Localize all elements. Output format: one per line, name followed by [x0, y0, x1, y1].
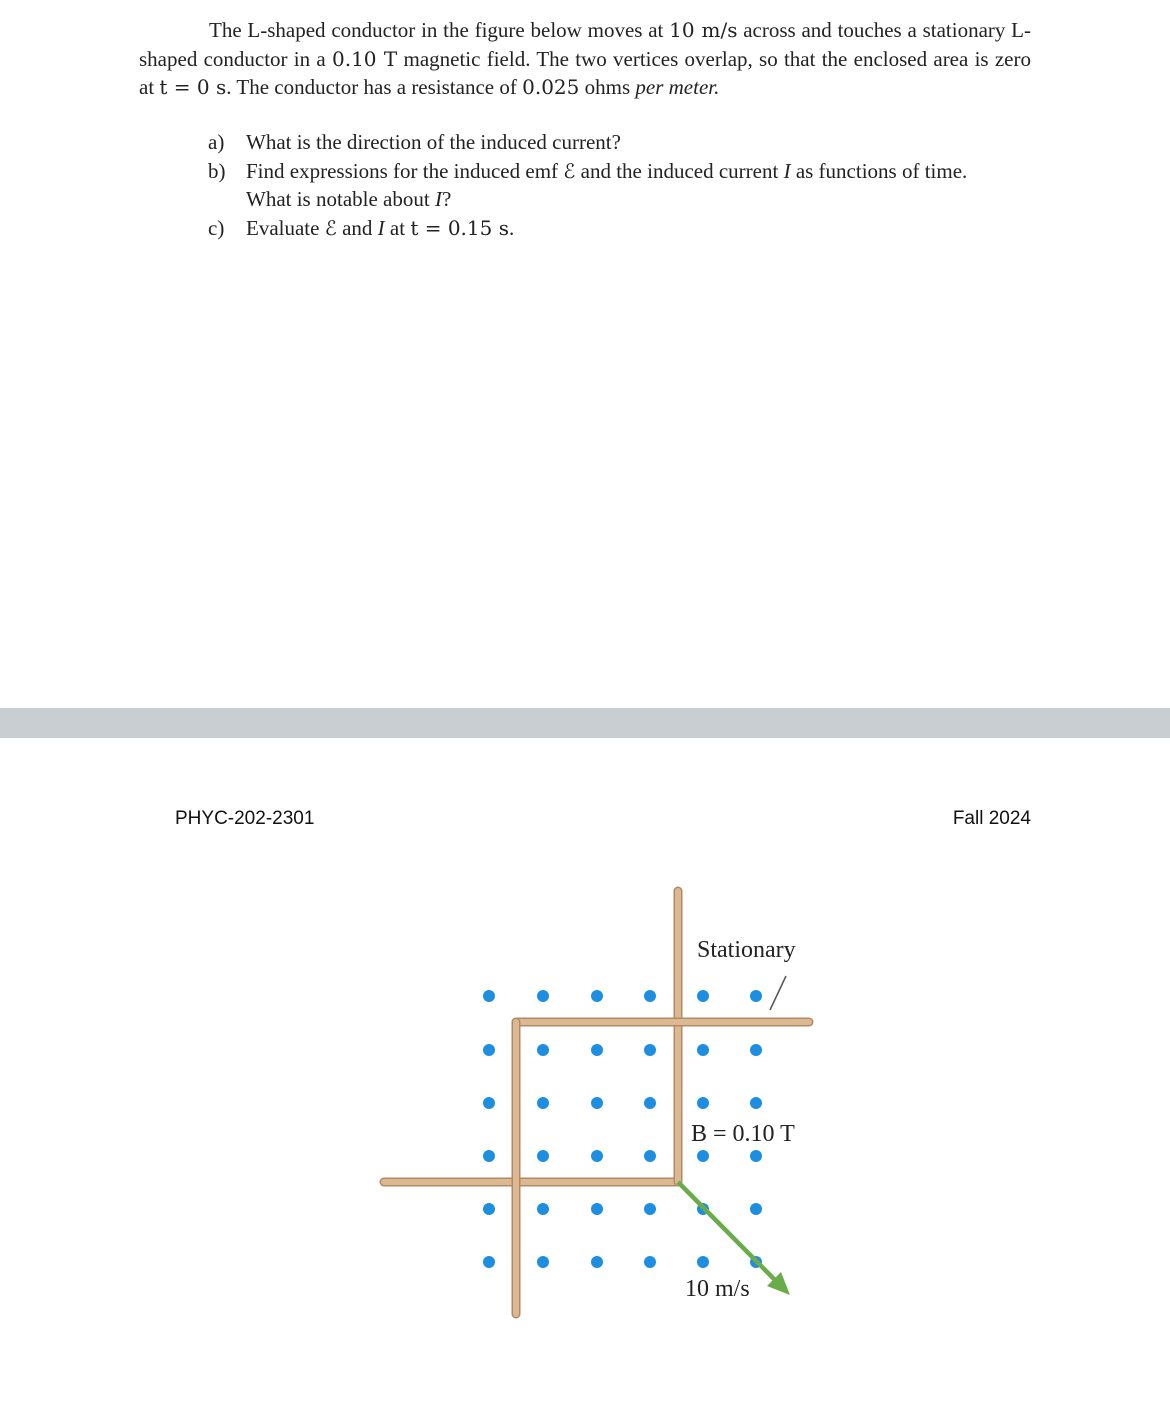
field-dot	[483, 990, 495, 1002]
field-dot	[483, 1203, 495, 1215]
field-dot	[750, 990, 762, 1002]
resistance-value: 0.025	[522, 75, 580, 99]
field-dot	[483, 1097, 495, 1109]
question-list	[208, 128, 1008, 242]
field-dot	[644, 1203, 656, 1215]
field-dot	[483, 1150, 495, 1162]
field-dot	[537, 1044, 549, 1056]
field-dot	[644, 1150, 656, 1162]
label-stationary: Stationary	[697, 937, 796, 963]
field-dot	[750, 1097, 762, 1109]
field-dot	[537, 1150, 549, 1162]
moving-conductor	[384, 891, 678, 1182]
document-page-top	[0, 0, 1170, 708]
field-dot	[591, 990, 603, 1002]
field-dot	[750, 1203, 762, 1215]
question-b: b) Find expressions for the induced emf ℰ and the induced current I as functions of time. What is notable about I?	[208, 158, 968, 211]
term-label: Fall 2024	[952, 808, 1031, 829]
field-dot	[537, 1097, 549, 1109]
field-dot	[644, 990, 656, 1002]
field-dot	[644, 1256, 656, 1268]
field-value: 0.10 T	[331, 46, 398, 71]
field-dot	[644, 1097, 656, 1109]
field-dot	[697, 1256, 709, 1268]
field-dot	[591, 1203, 603, 1215]
question-a: a) What is the direction of the induced current?	[208, 130, 621, 154]
field-dot	[697, 990, 709, 1002]
field-dot	[537, 1256, 549, 1268]
page-separator	[0, 708, 1170, 738]
initial-time: t = 0 s	[159, 75, 227, 99]
field-dot	[697, 1044, 709, 1056]
field-dot	[697, 1097, 709, 1109]
field-dot	[483, 1256, 495, 1268]
field-dot	[591, 1150, 603, 1162]
speed-value: 10 m/s	[669, 18, 738, 42]
field-dot	[537, 1203, 549, 1215]
problem-statement: The L-shaped conductor in the figure below moves at 10 m/s across and touches a stationary L-shaped conductor in a 0.10 T magnetic field. The two vertices overlap, so that the enclosed area is zero at t = 0 s. The conductor has a resistance of 0.025 ohms per meter.	[139, 18, 1031, 99]
field-dot	[750, 1044, 762, 1056]
label-velocity: 10 m/s	[685, 1276, 750, 1302]
field-dot	[591, 1097, 603, 1109]
stationary-pointer-line	[770, 976, 786, 1010]
question-c: c) Evaluate ℰ and I at t = 0.15 s.	[208, 215, 515, 240]
course-code: PHYC-202-2301	[175, 808, 315, 829]
field-dot	[591, 1044, 603, 1056]
field-dot	[483, 1044, 495, 1056]
field-dot	[591, 1256, 603, 1268]
field-dot	[750, 1150, 762, 1162]
label-field: B = 0.10 T	[691, 1121, 795, 1147]
field-dot	[697, 1150, 709, 1162]
field-dot	[537, 990, 549, 1002]
conductor-figure	[0, 738, 1170, 1421]
field-dot	[644, 1044, 656, 1056]
document-page-bottom	[0, 738, 1170, 1421]
